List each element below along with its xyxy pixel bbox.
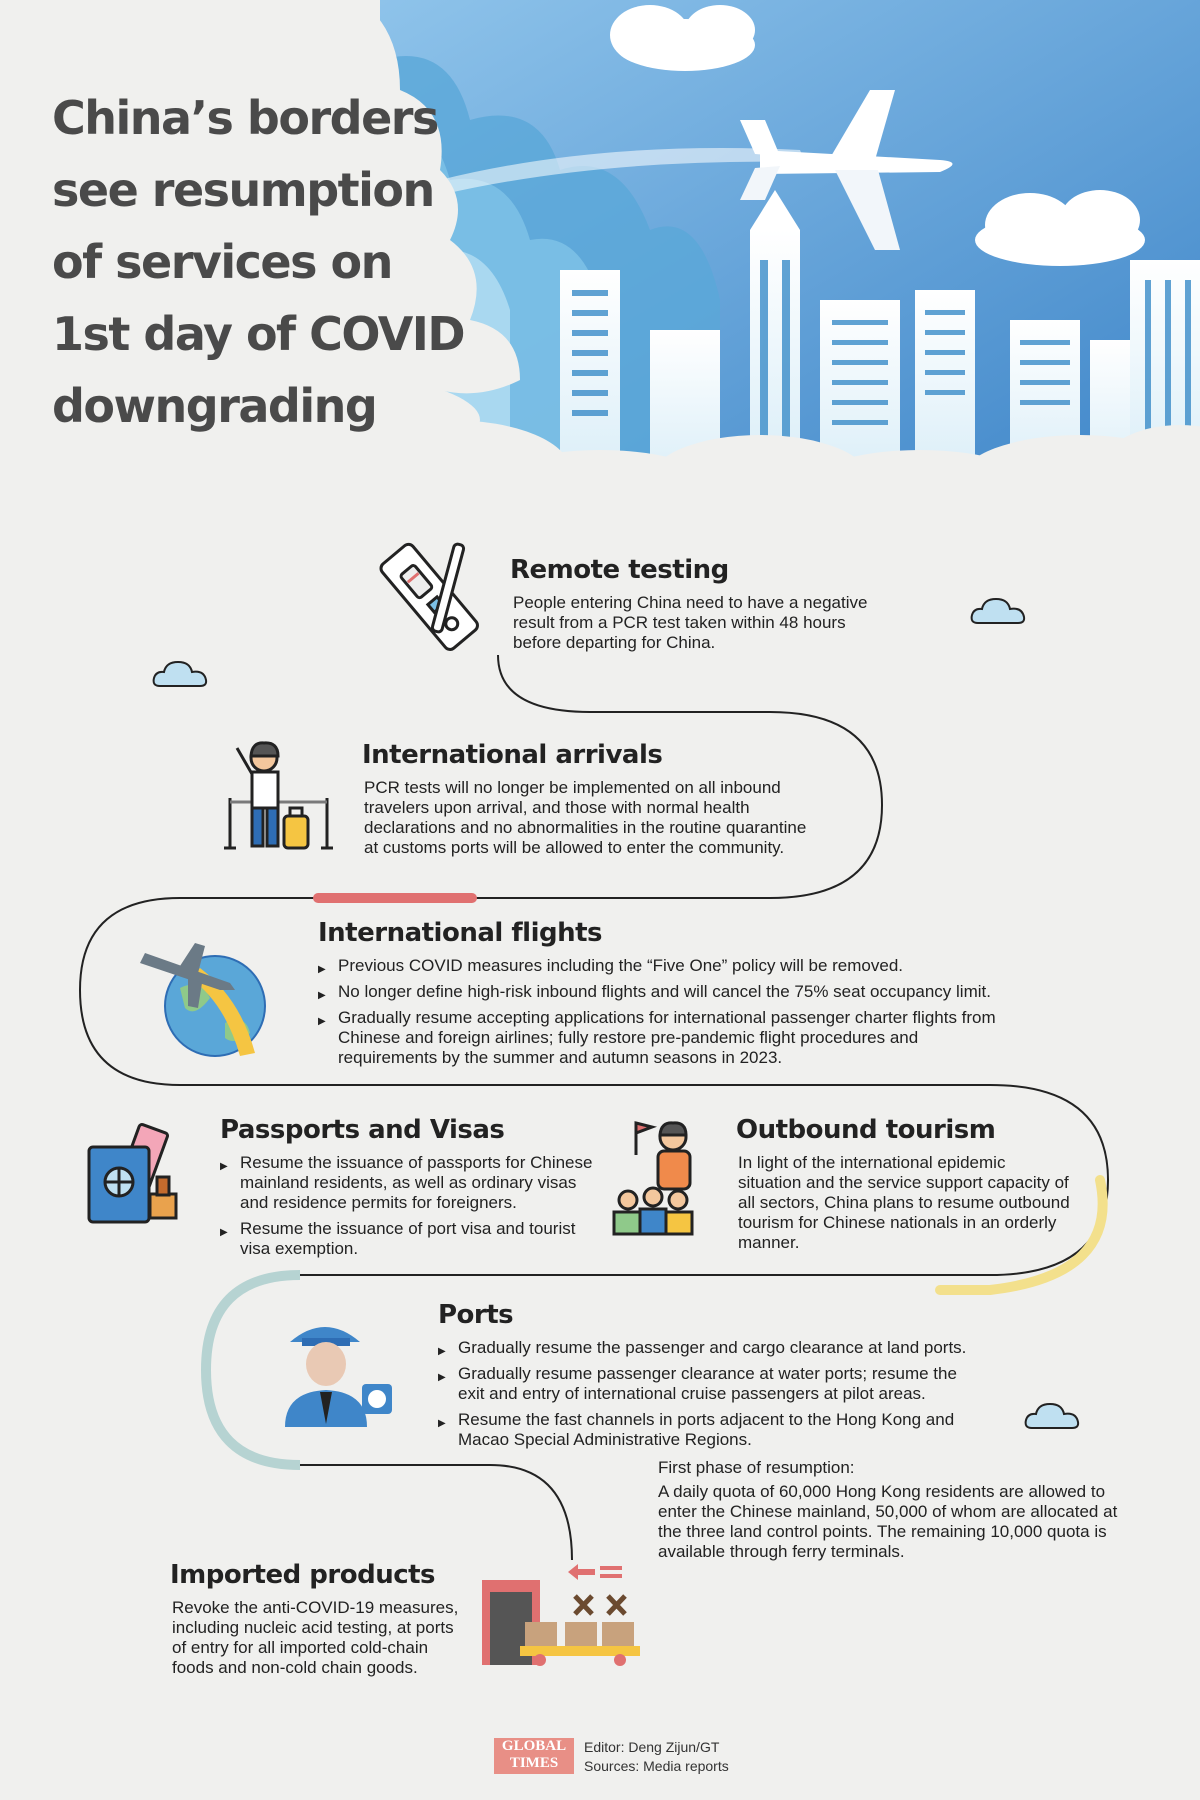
section-body: PCR tests will no longer be implemented on all inbound travelers upon arrival, and those with normal health declarations and no abnormalities in the routine quarantine at customs ports will be allowed to enter the community. <box>364 778 807 857</box>
sources-credit: Sources: Media reports <box>584 1758 729 1774</box>
traveler-icon <box>222 738 342 853</box>
section-title: Imported products <box>170 1560 436 1590</box>
section-title: Remote testing <box>510 555 729 585</box>
cargo-truck-icon <box>480 1560 645 1670</box>
list-item: ▶ Resume the fast channels in ports adjacent to the Hong Kong and Macao Special Administrative Regions. <box>438 1410 983 1450</box>
list-item: ▶ Resume the issuance of port visa and tourist visa exemption. <box>220 1219 595 1259</box>
section-title: Outbound tourism <box>736 1115 996 1145</box>
global-times-logo: GLOBAL TIMES <box>494 1738 574 1774</box>
list-item: ▶ Gradually resume accepting applications for international passenger charter flights from Chinese and foreign airlines; fully restore pre-pandemic flight procedures and requirements by the summer and autumn seasons in 2023. <box>318 1008 1018 1068</box>
bullet-list <box>220 1153 595 1259</box>
passports-visas-section <box>220 1115 595 1265</box>
passport-icon <box>84 1122 184 1227</box>
editor-credit: Editor: Deng Zijun/GT <box>584 1739 720 1755</box>
customs-officer-icon <box>280 1312 395 1432</box>
phase-body: A daily quota of 60,000 Hong Kong residents are allowed to enter the Chinese mainland, 50,000 of whom are allocated at the three land control points. The remaining 10,000 quota is available through ferry terminals. <box>658 1482 1118 1561</box>
section-body: People entering China need to have a negative result from a PCR test taken within 48 hours before departing for China. <box>513 593 868 652</box>
list-item: ▶ Gradually resume passenger clearance at water ports; resume the exit and entry of international cruise passengers at pilot areas. <box>438 1364 983 1404</box>
page-title: China’s borders see resumption of services on 1st day of COVID downgrading <box>52 91 465 433</box>
list-item: ▶ Previous COVID measures including the “Five One” policy will be removed. <box>318 956 1018 976</box>
bullet-list <box>318 956 1018 1068</box>
imported-products-section <box>170 1560 467 1678</box>
international-arrivals-section <box>362 740 824 858</box>
section-title: Passports and Visas <box>220 1115 505 1145</box>
list-item: ▶ Resume the issuance of passports for Chinese mainland residents, as well as ordinary visas and residence permits for foreigners. <box>220 1153 595 1213</box>
outbound-tourism-section <box>736 1115 1073 1253</box>
remote-testing-section <box>510 555 893 653</box>
tour-guide-icon <box>608 1115 708 1240</box>
cloud-icon <box>1024 1400 1084 1434</box>
international-flights-section <box>318 918 1018 1074</box>
bullet-list <box>438 1338 983 1450</box>
section-body: In light of the international epidemic situation and the service support capacity of all sectors, China plans to resume outbound tourism for Chinese nationals in an orderly manner. <box>738 1153 1070 1252</box>
test-kit-icon <box>365 528 505 663</box>
cloud-icon <box>970 595 1030 629</box>
section-title: International arrivals <box>362 740 663 770</box>
list-item: ▶ No longer define high-risk inbound flights and will cancel the 75% seat occupancy limit. <box>318 982 1018 1002</box>
cloud-icon <box>152 658 212 692</box>
section-body: Revoke the anti-COVID-19 measures, including nucleic acid testing, at ports of entry for all imported cold-chain foods and non-cold chain goods. <box>172 1598 459 1677</box>
section-title: Ports <box>438 1300 514 1330</box>
ports-section <box>438 1300 983 1456</box>
list-item: ▶ Gradually resume the passenger and cargo clearance at land ports. <box>438 1338 983 1358</box>
globe-plane-icon <box>140 928 280 1058</box>
first-phase-note <box>658 1458 1128 1562</box>
section-title: International flights <box>318 918 603 948</box>
footer-credits <box>584 1738 729 1776</box>
phase-label: First phase of resumption: <box>658 1458 855 1477</box>
